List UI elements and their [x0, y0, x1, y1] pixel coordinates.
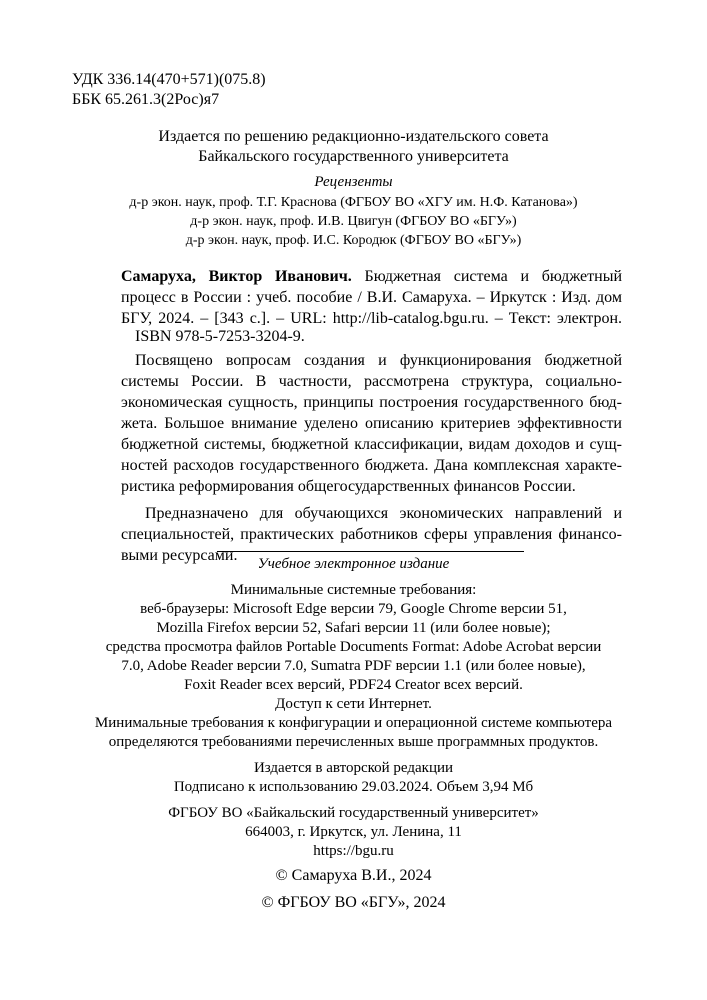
reviewer-item: д-р экон. наук, проф. Т.Г. Краснова (ФГБОУ ВО «ХГУ им. Н.Ф. Катанова»)	[129, 195, 578, 210]
copyright-university: © ФГБОУ ВО «БГУ», 2024	[261, 894, 446, 911]
publication-line: Подписано к использованию 29.03.2024. Объем 3,94 Мб	[173, 779, 534, 795]
annotation-line: жета. Большое внимание уделено описанию критериев эффективности	[121, 415, 622, 432]
requirements-line: определяются требованиями перечисленных выше программных продуктов.	[108, 734, 599, 750]
author-name: Самаруха, Виктор Иванович.	[121, 268, 352, 285]
reviewers-heading: Рецензенты	[314, 174, 393, 190]
udk-code: УДК 336.14(470+571)(075.8)	[72, 71, 266, 88]
publisher-decision-line-2: Байкальского государственного университета	[198, 148, 509, 165]
audience-line: Предназначено для обучающихся экономических направлений и	[145, 505, 622, 522]
edition-type: Учебное электронное издание	[257, 556, 450, 572]
annotation-line: ностей расходов государственного бюджета. Дана комплексная характе-	[121, 457, 622, 474]
requirements-line: Доступ к сети Интернет.	[275, 696, 432, 712]
annotation-line: Посвящено вопросам создания и функционирования бюджетной	[135, 352, 622, 369]
annotation-line: ристика реформирования общегосударственных финансов России.	[121, 478, 576, 495]
publication-line: Издается в авторской редакции	[253, 760, 454, 776]
publisher-decision-line-1: Издается по решению редакционно-издательского совета	[158, 128, 549, 145]
bibliographic-line-3: БГУ, 2024. – [343 с.]. – URL: http://lib-catalog.bgu.ru. – Текст: электрон.	[121, 310, 622, 327]
annotation-line: системы России. В частности, рассмотрена структура, социально-	[121, 373, 622, 390]
organization-url: https://bgu.ru	[313, 843, 394, 859]
audience-line: выми ресурсами.	[121, 547, 238, 564]
requirements-line: 7.0, Adobe Reader версии 7.0, Sumatra PDF версии 1.1 (или более новые),	[121, 658, 586, 674]
copyright-author: © Самаруха В.И., 2024	[275, 867, 432, 884]
organization-address: 664003, г. Иркутск, ул. Ленина, 11	[245, 824, 462, 840]
reviewer-item: д-р экон. наук, проф. И.В. Цвигун (ФГБОУ ВО «БГУ»)	[190, 214, 517, 229]
section-divider	[217, 551, 524, 552]
bbk-code: ББК 65.261.3(2Рос)я7	[72, 91, 220, 108]
requirements-line: Foxit Reader всех версий, PDF24 Creator всех версий.	[184, 677, 523, 693]
requirements-line: Mozilla Firefox версии 52, Safari версии 11 (или более новые);	[156, 620, 551, 636]
isbn: ISBN 978-5-7253-3204-9.	[135, 328, 305, 345]
reviewer-item: д-р экон. наук, проф. И.С. Кородюк (ФГБОУ ВО «БГУ»)	[185, 233, 522, 248]
annotation-line: экономическая сущность, принципы построения государственного бюд-	[121, 394, 622, 411]
annotation-line: бюджетной системы, бюджетной классификации, видам доходов и сущ-	[121, 436, 622, 453]
requirements-line: веб-браузеры: Microsoft Edge версии 79, Google Chrome версии 51,	[140, 601, 567, 617]
bibliographic-line-2: процесс в России : учеб. пособие / В.И. Самаруха. – Иркутск : Изд. дом	[121, 289, 622, 306]
requirements-line: Минимальные системные требования:	[230, 582, 477, 598]
requirements-line: средства просмотра файлов Portable Documents Format: Adobe Acrobat версии	[105, 639, 602, 655]
audience-line: специальностей, практических работников сферы управления финансо-	[121, 526, 622, 543]
book-title-start: Бюджетная система и бюджетный	[364, 268, 623, 285]
organization-name: ФГБОУ ВО «Байкальский государственный университет»	[168, 805, 539, 821]
bibliographic-line-1	[121, 266, 622, 287]
requirements-line: Минимальные требования к конфигурации и операционной системе компьютера	[94, 715, 613, 731]
